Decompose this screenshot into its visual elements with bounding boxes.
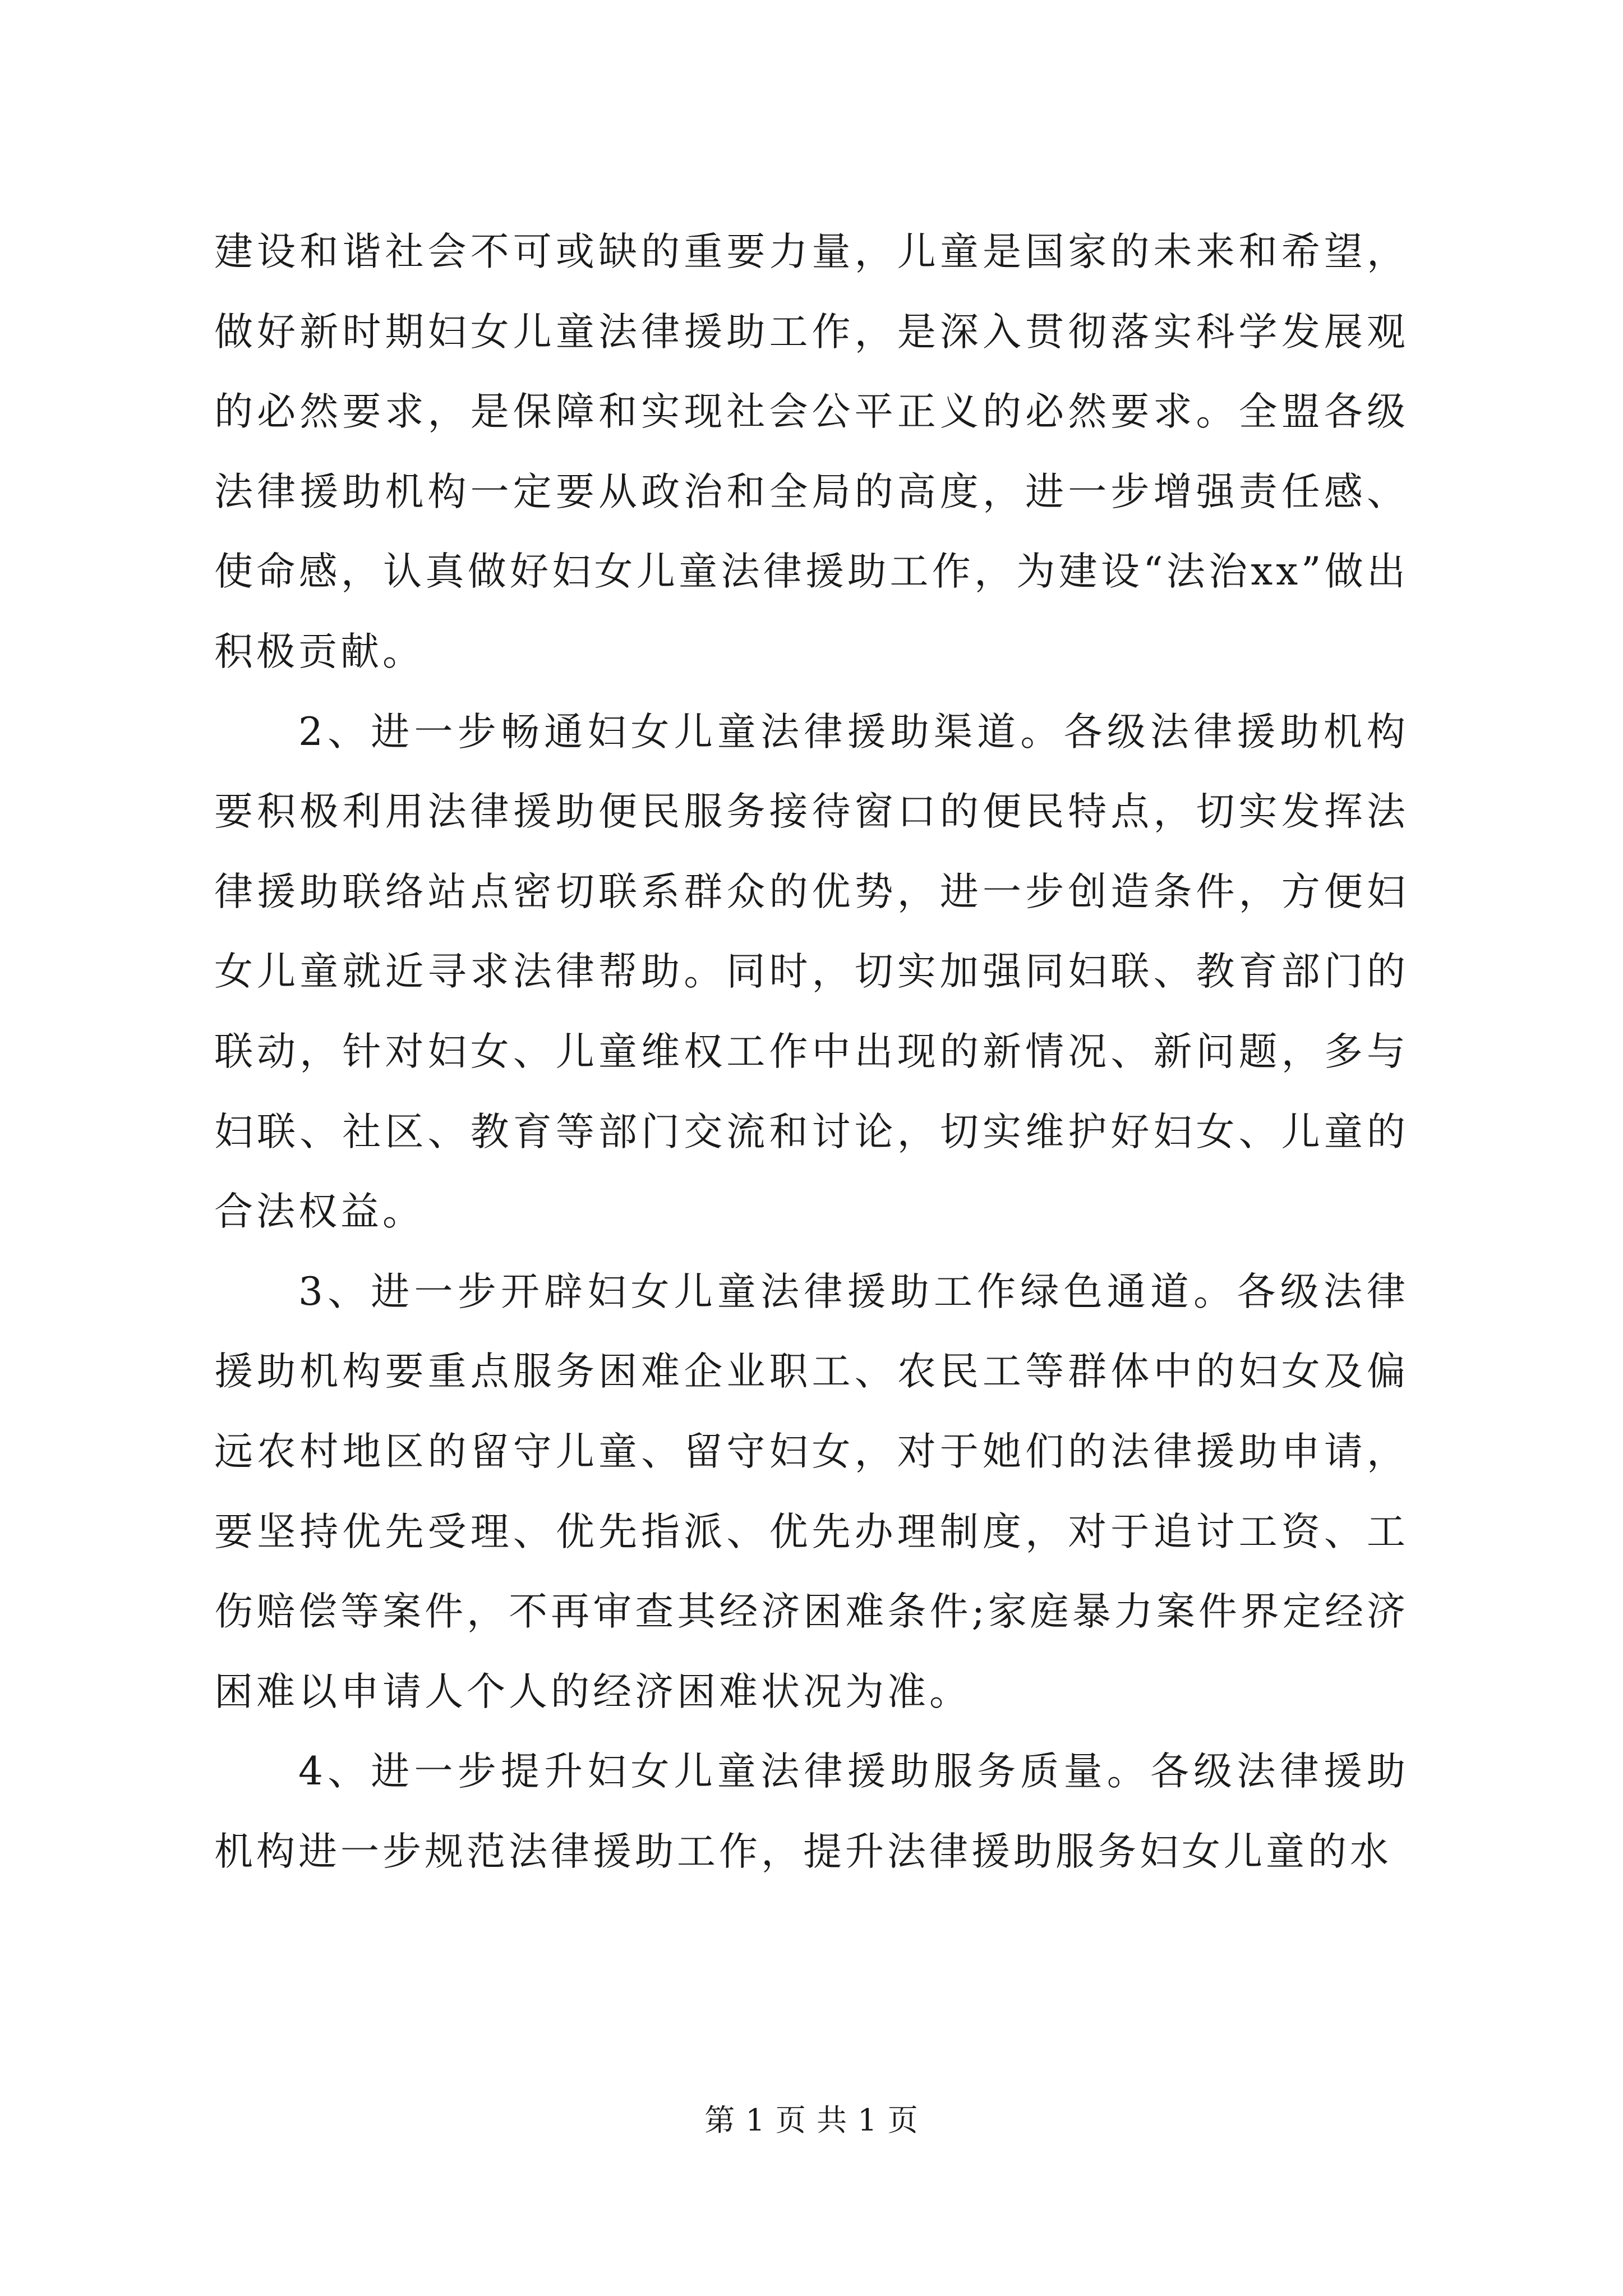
paragraph-2: 2、进一步畅通妇女儿童法律援助渠道。各级法律援助机构要积极利用法律援助便民服务接待窗口的便民特点，切实发挥法律援助联络站点密切联系群众的优势，进一步创造条件，方便妇女儿童就近寻求法律帮助。同时，切实加强同妇联、教育部门的联动，针对妇女、儿童维权工作中出现的新情况、新问题，多与妇联、社区、教育等部门交流和讨论，切实维护好妇女、儿童的合法权益。	[214, 709, 1409, 1235]
paragraph-1: 建设和谐社会不可或缺的重要力量，儿童是国家的未来和希望，做好新时期妇女儿童法律援助工作，是深入贯彻落实科学发展观的必然要求，是保障和实现社会公平正义的必然要求。全盟各级法律援助机构一定要从政治和全局的高度，进一步增强责任感、使命感，认真做好妇女儿童法律援助工作，为建设“法治xx”做出积极贡献。	[214, 229, 1409, 674]
paragraph-3: 3、进一步开辟妇女儿童法律援助工作绿色通道。各级法律援助机构要重点服务困难企业职工、农民工等群体中的妇女及偏远农村地区的留守儿童、留守妇女，对于她们的法律援助申请，要坚持优先受理、优先指派、优先办理制度，对于追讨工资、工伤赔偿等案件，不再审查其经济困难条件;家庭暴力案件界定经济困难以申请人个人的经济困难状况为准。	[214, 1269, 1409, 1714]
page-number-footer: 第 1 页 共 1 页	[704, 2102, 919, 2138]
paragraph-4: 4、进一步提升妇女儿童法律援助服务质量。各级法律援助机构进一步规范法律援助工作，提升法律援助服务妇女儿童的水	[214, 1749, 1409, 1874]
document-body	[214, 212, 1409, 1892]
